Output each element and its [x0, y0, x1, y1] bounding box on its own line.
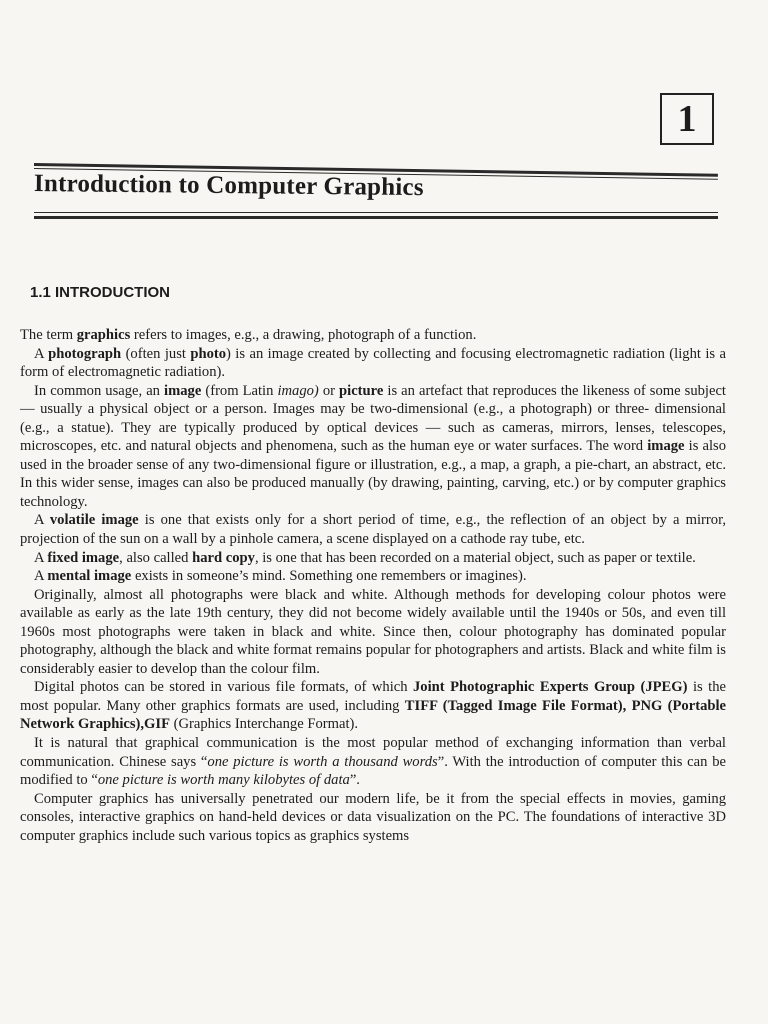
text-run: , is one that has been recorded on a material object, such as paper or textile.	[254, 549, 696, 566]
text-run: is also used in the broader sense of any two-dimensional figure or illustration, e.g., a map, a graph, a pie-chart, an abstract, etc. In this wider sense, images can also be produced manually (by drawing, painting, carving, etc.) or by computer graphics technology.	[20, 438, 726, 510]
bold-text: image	[164, 382, 202, 399]
paragraph	[20, 790, 726, 846]
italic-text: one picture is worth many kilobytes of data	[97, 772, 350, 789]
bold-text: hard copy	[192, 549, 255, 566]
paragraph	[20, 511, 726, 548]
paragraph	[20, 567, 726, 586]
body-text	[20, 326, 726, 845]
text-run: is one that exists only for a short period of time, e.g., the reflection of an object by a mirror, projection of the sun on a wall by a pinhole camera, a scene displayed on a cathode ray tube, etc.	[20, 512, 726, 548]
text-run: exists in someone’s mind. Something one remembers or imagines).	[131, 568, 527, 585]
bold-text: photograph	[48, 345, 122, 362]
title-rule-bottom-thick	[34, 216, 718, 219]
text-run: Originally, almost all photographs were black and white. Although methods for developing colour photos were available as early as the late 19th century, they did not become widely available until the 1940s or 50s, and even till 1960s most photographs were taken in black and white. Since then, colour photography has dominated popular photography, although the black and white format remains popular for photographers and artists. Black and white film is considerably easier to develop than the colour film.	[20, 586, 726, 677]
text-run: Computer graphics has universally penetrated our modern life, be it from the special effects in movies, gaming consoles, interactive graphics on hand-held devices or data visualization on the PC. The foundations of interactive 3D computer graphics include such various topics as graphics systems	[20, 790, 726, 844]
text-run: is the most popular. Many other graphics formats are used, including	[20, 679, 726, 714]
italic-text: imago)	[277, 382, 319, 399]
chapter-number: 1	[677, 98, 697, 140]
text-run: In common usage, an	[34, 382, 165, 399]
italic-text: one picture is worth a thousand words	[207, 753, 438, 770]
bold-text: photo	[190, 345, 227, 362]
bold-text: Joint Photographic Experts Group (JPEG)	[412, 679, 688, 696]
text-run: Digital photos can be stored in various file formats, of which	[34, 679, 413, 696]
text-run: A	[34, 345, 49, 362]
text-run: (often just	[121, 345, 191, 362]
text-run: or	[318, 382, 340, 399]
bold-text: graphics	[76, 327, 131, 343]
text-run: ) is an image created by collecting and focusing electromagnetic radiation (light is a form of electromagnetic radiation).	[20, 345, 726, 381]
text-run: (from Latin	[201, 382, 278, 399]
text-run: is an artefact that reproduces the likeness of some subject — usually a physical object or a person. Images may be two-dimensional (e.g., a photograph) or three- dimensional (e.g., a statue). They are typically produced by optical devices — such as cameras, mirrors, lenses, telescopes, microscopes, etc. and natural objects and phenomena, such as the human eye or water surfaces. The word	[20, 382, 726, 455]
bold-text: image	[647, 438, 685, 455]
chapter-number-box	[660, 93, 714, 145]
text-run: refers to images, e.g., a drawing, photograph of a function.	[130, 327, 477, 343]
text-run: A	[34, 568, 48, 585]
bold-text: fixed image	[47, 549, 120, 566]
bold-text: picture	[339, 382, 384, 399]
paragraph	[20, 678, 726, 734]
text-run: A	[34, 512, 50, 529]
text-run: , also called	[119, 549, 193, 566]
paragraph	[20, 326, 726, 345]
bold-text: volatile image	[49, 512, 139, 529]
title-rule-bottom-thin	[34, 212, 718, 213]
bold-text: TIFF (Tagged Image File Format), PNG (Portable Network Graphics),GIF	[20, 697, 727, 733]
paragraph	[20, 734, 726, 790]
text-run: ”. With the introduction of computer this can be modified to “	[20, 753, 726, 789]
section-heading: 1.1 INTRODUCTION	[30, 284, 171, 301]
paragraph	[20, 382, 726, 512]
text-run: The term	[20, 327, 77, 343]
paragraph	[20, 586, 726, 679]
text-run: A	[34, 549, 48, 566]
text-run: ”.	[349, 772, 360, 789]
bold-text: mental image	[47, 568, 132, 585]
text-run: It is natural that graphical communication is the most popular method of exchanging information than verbal communication. Chinese says “	[20, 735, 726, 770]
paragraph	[20, 345, 726, 382]
text-run: (Graphics Interchange Format).	[169, 716, 359, 733]
paragraph	[20, 549, 726, 568]
chapter-title: Introduction to Computer Graphics	[33, 170, 424, 202]
